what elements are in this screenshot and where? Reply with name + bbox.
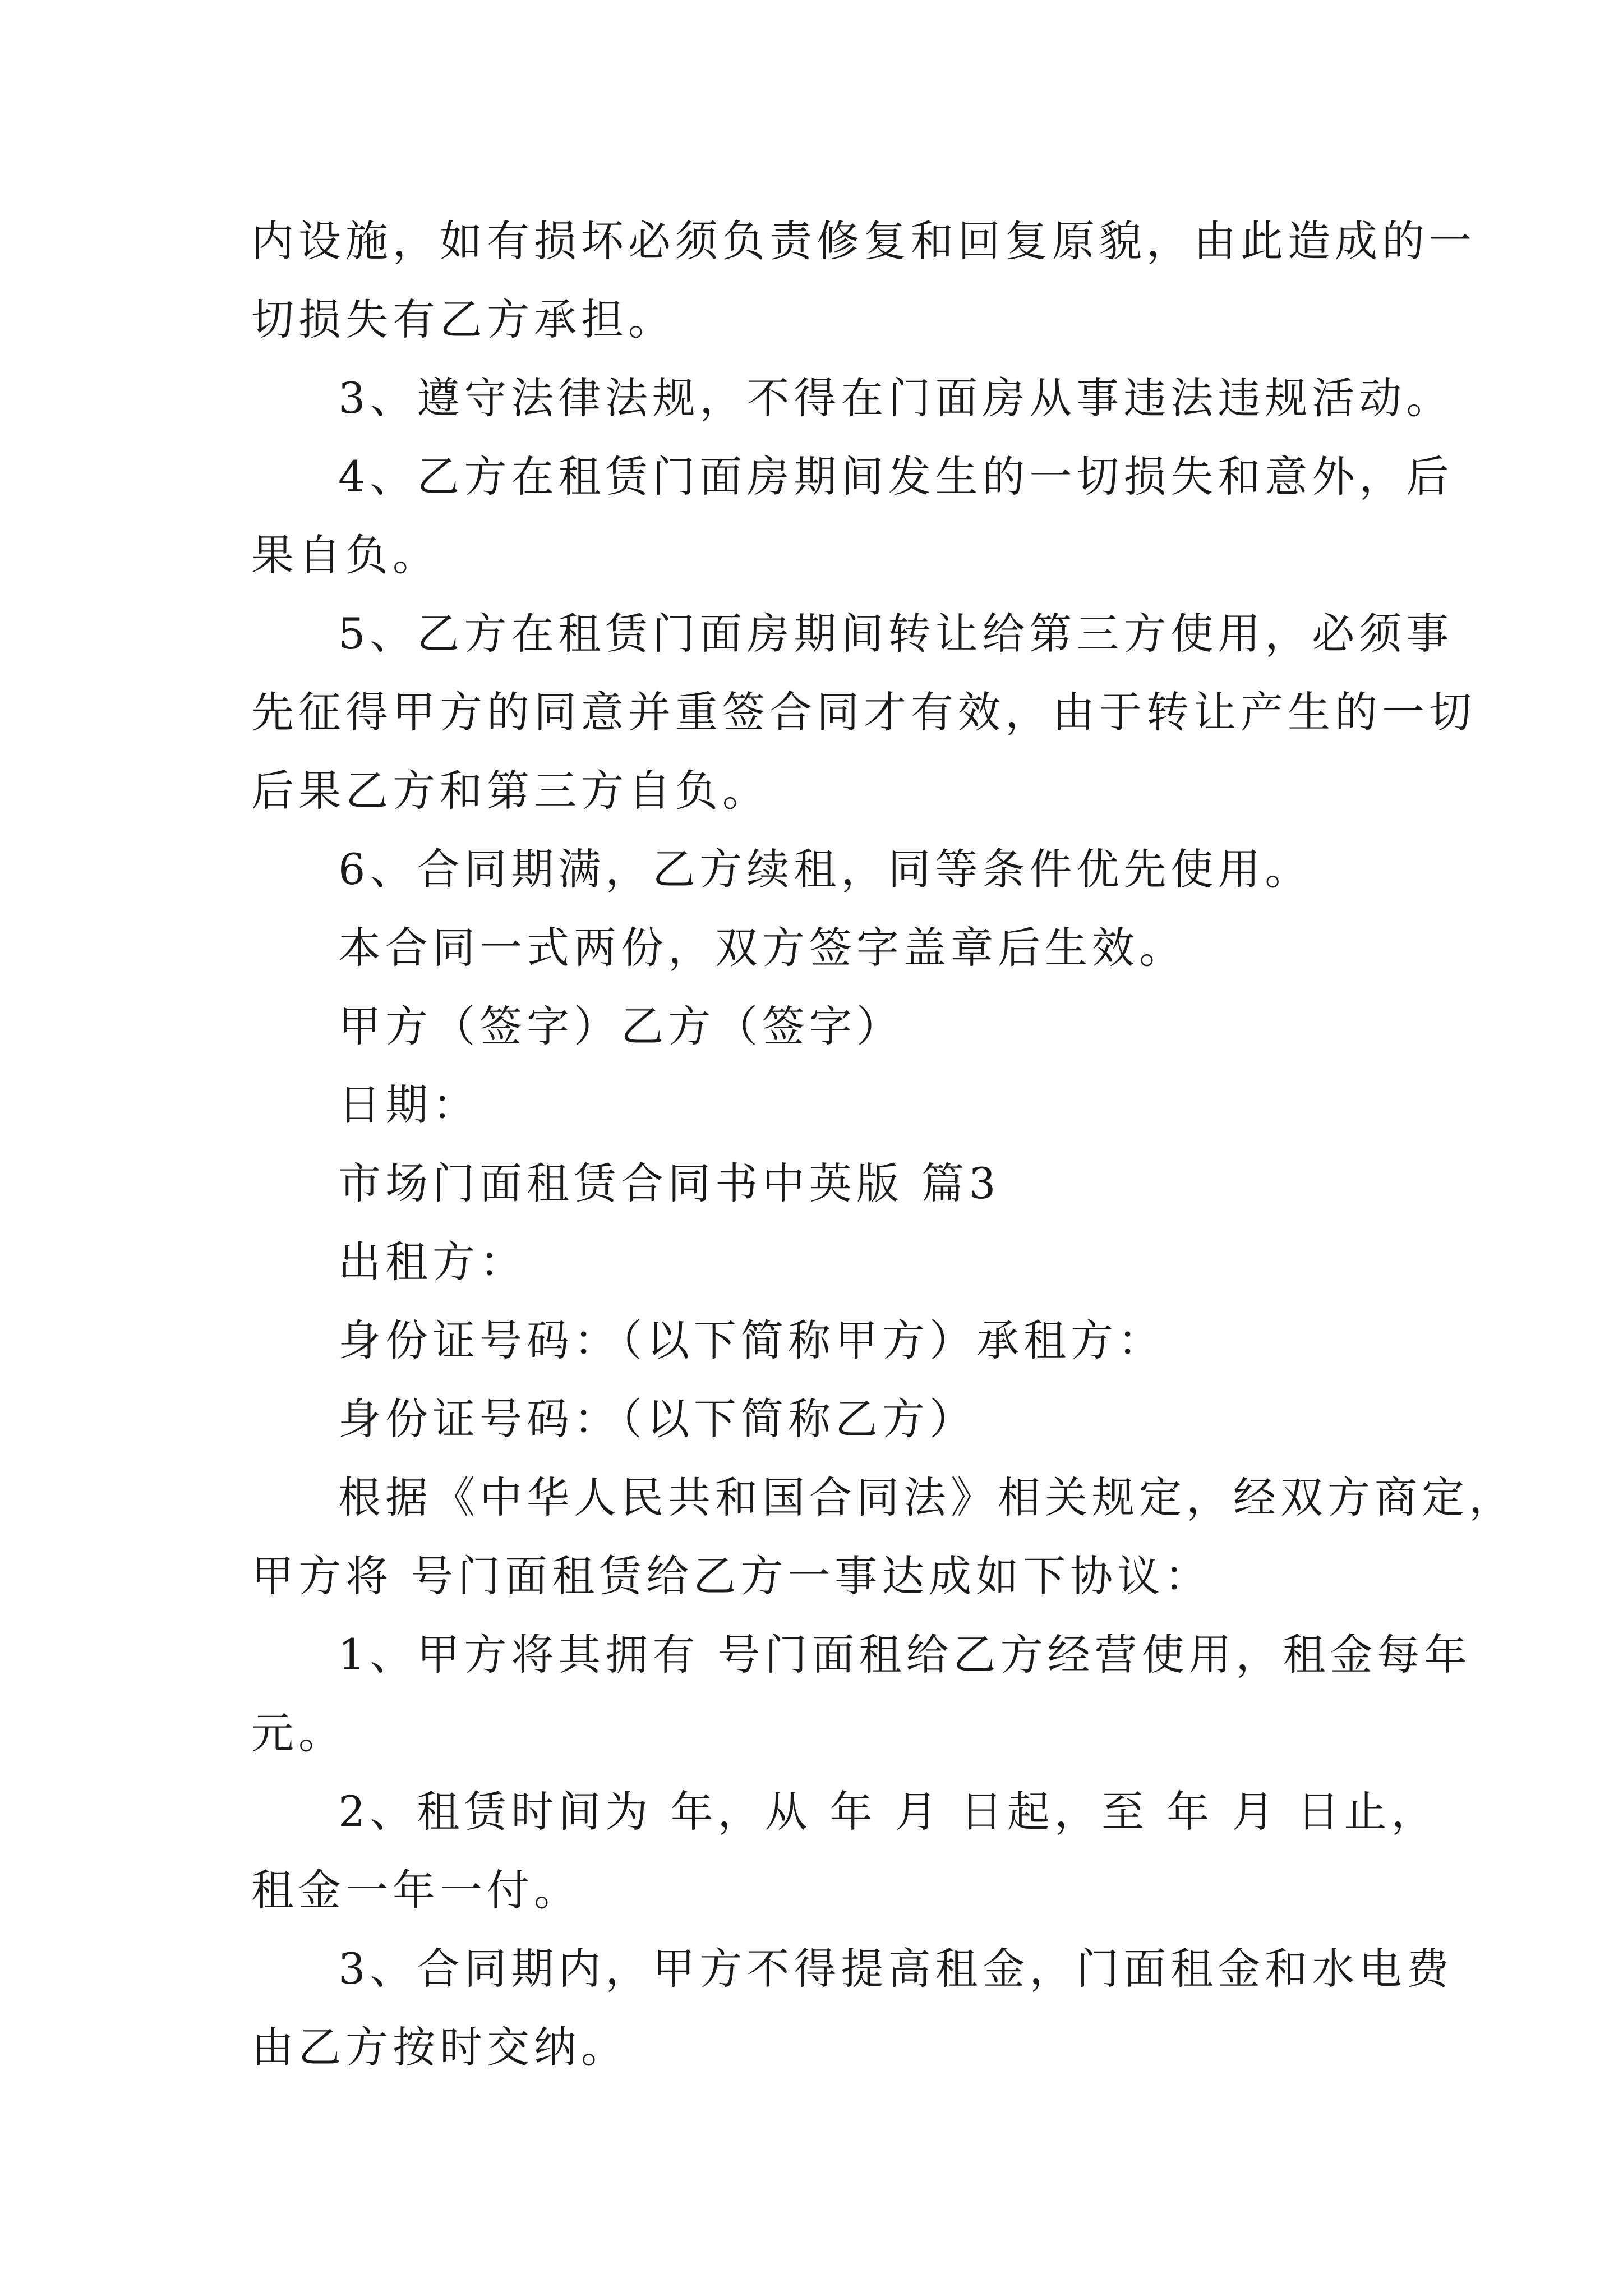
text-line: 元。 <box>251 1708 345 1758</box>
text-line: 切损失有乙方承担。 <box>251 295 675 344</box>
text-line: 甲方将 号门面租赁给乙方一事达成如下协议： <box>251 1551 1212 1601</box>
text-line: 后果乙方和第三方自负。 <box>251 766 769 816</box>
text-line: 甲方（签字）乙方（签字） <box>338 1001 903 1051</box>
text-line: 先征得甲方的同意并重签合同才有效，由于转让产生的一切 <box>251 687 1476 737</box>
id-number-lessee <box>251 1380 1378 1458</box>
text-line: 5、乙方在租赁门面房期间转让给第三方使用，必须事 <box>338 609 1454 659</box>
document-body <box>251 202 1516 2087</box>
clause-2-term <box>251 1773 1438 1930</box>
text-line: 市场门面租赁合同书中英版 篇3 <box>338 1158 1000 1208</box>
text-line: 3、合同期内，甲方不得提高租金，门面租金和水电费 <box>338 1944 1454 1994</box>
text-line: 由乙方按时交纳。 <box>251 2022 628 2072</box>
date-line <box>251 1066 1378 1144</box>
text-line: 1、甲方将其拥有 号门面租给乙方经营使用，租金每年 <box>338 1630 1472 1680</box>
text-line: 4、乙方在租赁门面房期间发生的一切损失和意外，后 <box>338 452 1454 501</box>
clause-3-obey-law <box>251 359 1454 438</box>
clause-3-rent-fixed <box>251 1930 1454 2087</box>
signature-line <box>251 987 1378 1066</box>
text-line: 果自负。 <box>251 530 440 580</box>
contract-copies-statement <box>251 909 1378 987</box>
text-line: 租金一年一付。 <box>251 1865 581 1915</box>
text-line: 本合同一式两份，双方签字盖章后生效。 <box>338 923 1186 973</box>
clause-4-losses <box>251 438 1454 595</box>
lessor-line <box>251 1223 1378 1301</box>
clause-6-renewal <box>251 830 1378 909</box>
text-line: 6、合同期满，乙方续租，同等条件优先使用。 <box>338 844 1312 894</box>
clause-5-transfer <box>251 595 1476 830</box>
clause-1-rent <box>251 1616 1472 1773</box>
text-line: 身份证号码：（以下简称甲方）承租方： <box>338 1315 1165 1365</box>
text-line: 日期： <box>338 1080 479 1130</box>
text-line: 身份证号码：（以下简称乙方） <box>338 1394 976 1444</box>
preamble <box>251 1458 1516 1616</box>
text-line: 3、遵守法律法规，不得在门面房从事违法违规活动。 <box>338 373 1454 423</box>
text-line: 根据《中华人民共和国合同法》相关规定，经双方商定， <box>338 1473 1516 1522</box>
section-heading <box>251 1144 1378 1223</box>
text-line: 2、租赁时间为 年，从 年 月 日起，至 年 月 日止， <box>338 1787 1438 1837</box>
text-line: 内设施，如有损坏必须负责修复和回复原貌，由此造成的一 <box>251 216 1476 266</box>
id-number-lessor <box>251 1301 1378 1380</box>
text-line: 出租方： <box>338 1237 527 1287</box>
paragraph-facilities-damage <box>251 202 1476 359</box>
